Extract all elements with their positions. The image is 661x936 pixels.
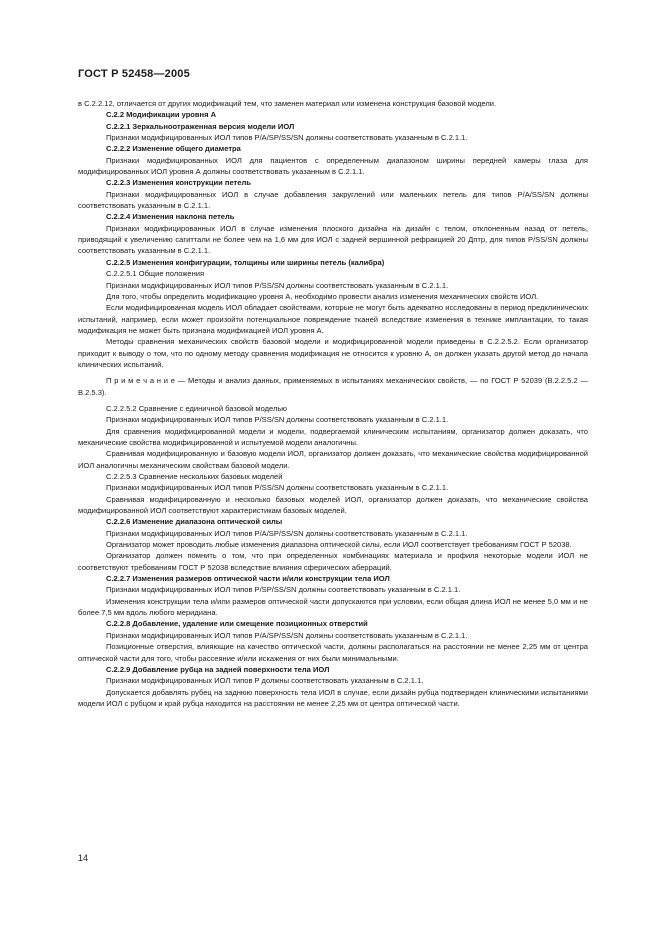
section-heading: С.2.2.6 Изменение диапазона оптической силы — [106, 517, 283, 527]
paragraph: Для сравнения модифицированной модели и модели, подвергаемой клиническим испытаниям, организатор должен доказать, что механические свойства модифицированной и испытуемой модели аналогичны. — [78, 426, 588, 447]
document-body — [78, 98, 588, 709]
section-heading: С.2.2.5 Изменения конфигурации, толщины или ширины петель (калибра) — [106, 257, 385, 267]
section-heading: С.2.2.7 Изменения размеров оптической части и/или конструкции тела ИОЛ — [106, 574, 390, 584]
note-paragraph: П р и м е ч а н и е — Методы и анализ данных, применяемых в испытаниях механических свойств, — по ГОСТ Р 52039 (В.2.2.5.2 — В.2.5.3). — [78, 376, 588, 397]
paragraph: Признаки модифицированных ИОЛ в случае добавления закруглений или маленьких петель для типов P/A/SS/SN должны соответствовать указанным в С.2.1.1. — [78, 189, 588, 211]
section-heading: С.2.2.9 Добавление рубца на задней поверхности тела ИОЛ — [106, 664, 330, 674]
document-header: ГОСТ Р 52458—2005 — [78, 68, 190, 80]
paragraph: Признаки модифицированных ИОЛ типов P/SS/SN должны соответствовать указанным в С.2.1.1. — [106, 280, 449, 290]
paragraph: Признаки модифицированных ИОЛ в случае изменения плоского дизайна на дизайн с телом, отклоненным назад от петель, приводящий к увеличению сагиттали не более чем на 1,6 мм для ИОЛ с задней вершинной рефракцией 20 Дптр, для типов P/SS/SN должны соответствовать указанным в С.2.1.1. — [78, 223, 588, 256]
paragraph: С.2.2.5.1 Общие положения — [106, 269, 205, 279]
paragraph: Признаки модифицированных ИОЛ типов P должны соответствовать указанным в С.2.1.1. — [106, 676, 424, 686]
paragraph: Признаки модифицированных ИОЛ типов P/A/SP/SS/SN должны соответствовать указанным в С.2.1.1. — [106, 133, 468, 143]
paragraph: С.2.2.5.3 Сравнение нескольких базовых моделей — [106, 472, 283, 481]
paragraph: Признаки модифицированных ИОЛ типов P/SS/SN должны соответствовать указанным в С.2.1.1. — [106, 415, 449, 425]
section-heading: С.2.2 Модификации уровня А — [106, 110, 217, 120]
paragraph: в С.2.2.12, отличается от других модификаций тем, что заменен материал или изменена конструкция базовой модели. — [78, 99, 497, 108]
section-heading: С.2.2.8 Добавление, удаление или смещение позиционных отверстий — [106, 619, 368, 629]
page-number: 14 — [78, 853, 89, 863]
paragraph: Признаки модифицированных ИОЛ типов P/A/SP/SS/SN должны соответствовать указанным в С.2.1.1. — [106, 630, 468, 640]
section-heading: С.2.2.2 Изменение общего диаметра — [106, 144, 241, 154]
paragraph: Если модифицированная модель ИОЛ обладает свойствами, которые не могут быть адекватно исследованы в период предклинических испытаний, например, если может произойти потенциальное повреждение тканей вследствие изменения в технике имплантации, то такая модификация не может быть признана модификацией ИОЛ уровня А. — [78, 303, 588, 335]
paragraph: Изменения конструкции тела и/или размеров оптической части допускаются при условии, если общая длина ИОЛ не менее 5,0 мм и не более 7,5 мм вдоль любого меридиана. — [78, 596, 588, 618]
section-heading: С.2.2.1 Зеркальноотраженная версия модели ИОЛ — [106, 121, 295, 131]
section-heading: С.2.2.3 Изменения конструкции петель — [106, 178, 251, 188]
paragraph: Признаки модифицированных ИОЛ типов P/A/SP/SS/SN должны соответствовать указанным в С.2.1.1. — [106, 528, 468, 538]
paragraph: Признаки модифицированных ИОЛ типов P/SP/SS/SN должны соответствовать указанным в С.2.1.1. — [106, 585, 461, 595]
paragraph: Сравнивая модифицированную и несколько базовых моделей ИОЛ, организатор должен доказать, что механические свойства модифицированной ИОЛ соответствуют характеристикам базовых моделей. — [78, 494, 588, 516]
paragraph: Признаки модифицированных ИОЛ типов P/SS/SN должны соответствовать указанным в С.2.1.1. — [106, 483, 449, 493]
paragraph: Организатор может проводить любые изменения диапазона оптической силы, если ИОЛ соответствует требованиям ГОСТ Р 52038. — [106, 540, 572, 550]
paragraph: Организатор должен помнить о том, что при определенных комбинациях материала и профиля некоторые модели ИОЛ не соответствуют требованиям ГОСТ Р 52038 вследствие влияния сферических аберраций. — [78, 551, 588, 572]
paragraph: Допускается добавлять рубец на заднюю поверхность тела ИОЛ в случае, если дизайн рубца подтвержден клиническими испытаниями модели ИОЛ с рубцом и край рубца находится на расстоянии не менее 2,25 мм от центра оптической части. — [78, 687, 588, 708]
paragraph: Сравнивая модифицированную и базовую модели ИОЛ, организатор должен доказать, что механические свойства модифицированной ИОЛ аналогичны механическим свойствам базовой модели. — [78, 449, 588, 470]
section-heading: С.2.2.4 Изменения наклона петель — [106, 212, 235, 222]
paragraph: С.2.2.5.2 Сравнение с единичной базовой моделью — [106, 403, 287, 413]
paragraph: Методы сравнения механических свойств базовой модели и модифицированной модели приведены в С.2.2.5.2. Если организатор приходит к выводу о том, что по одному методу сравнения модификация не относится к уровню А, он должен указать другой метод до начала клинических испытаний. — [78, 337, 588, 369]
paragraph: Позиционные отверстия, влияющие на качество оптической части, должны располагаться на расстоянии не менее 2,25 мм от центра оптической части для того, чтобы рассеяние и/или искажения от них были минимальными. — [78, 642, 588, 663]
paragraph: Для того, чтобы определить модификацию уровня А, необходимо провести анализ изменения механических свойств ИОЛ. — [106, 291, 539, 301]
paragraph: Признаки модифицированных ИОЛ для пациентов с определенным диапазоном ширины передней камеры глаза для модифицированных ИОЛ уровня А должны соответствовать указанным в С.2.1.1. — [78, 155, 588, 177]
